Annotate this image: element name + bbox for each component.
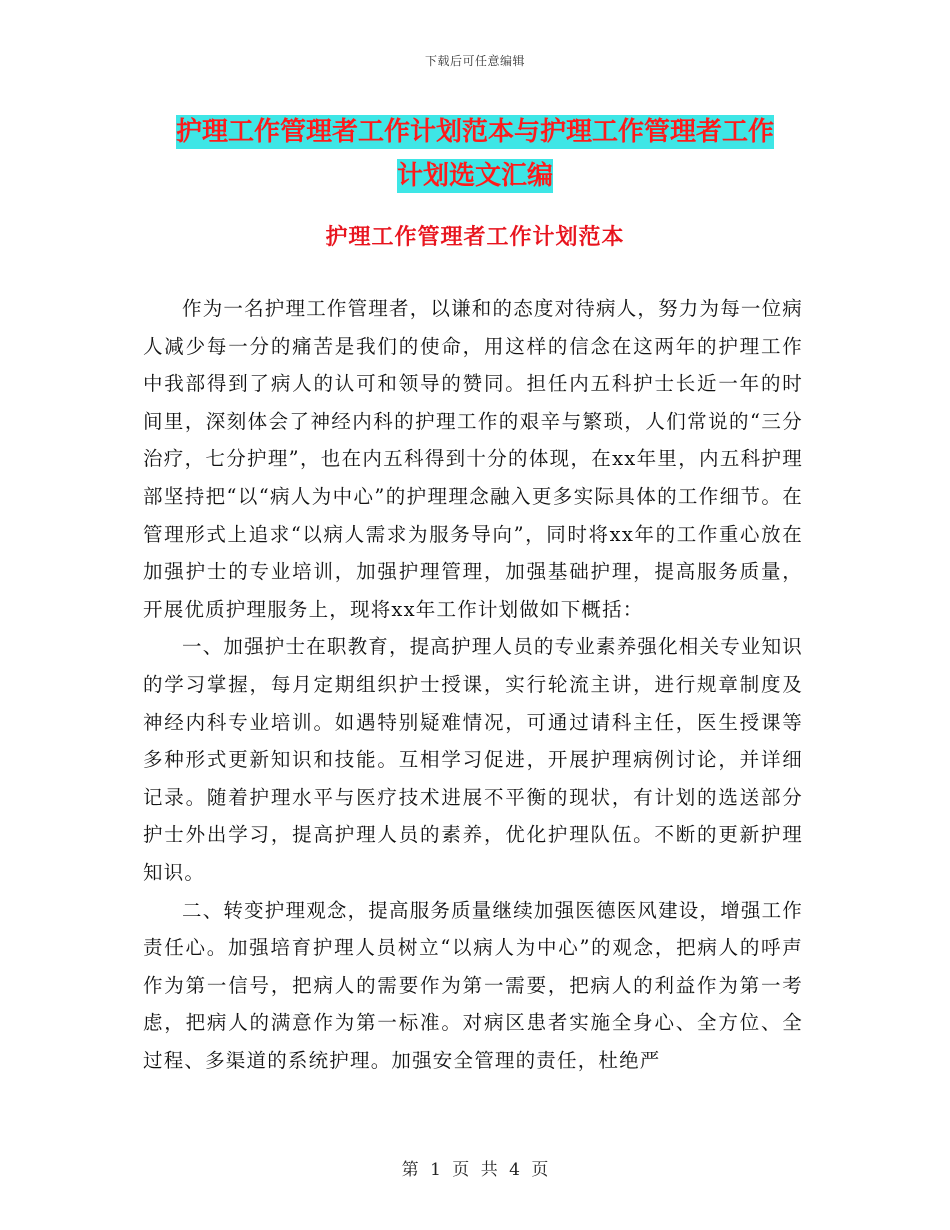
document-title xyxy=(145,110,805,198)
paragraph-item-1: 一、加强护士在职教育，提高护理人员的专业素养强化相关专业知识的学习掌握，每月定期组织护士授课，实行轮流主讲，进行规章制度及神经内科专业培训。如遇特别疑难情况，可通过请科主任，医生授课等多种形式更新知识和技能。互相学习促进，开展护理病例讨论，并详细记录。随着护理水平与医疗技术进展不平衡的现状，有计划的选送部分护士外出学习，提高护理人员的素养，优化护理队伍。不断的更新护理知识。 xyxy=(143,635,804,884)
document-title-line2: 计划选文汇编 xyxy=(396,161,553,191)
paragraph-intro: 作为一名护理工作管理者，以谦和的态度对待病人，努力为每一位病人减少每一分的痛苦是我们的使命，用这样的信念在这两年的护理工作中我部得到了病人的认可和领导的赞同。担任内五科护士长近一年的时间里，深刻体会了神经内科的护理工作的艰辛与繁琐，人们常说的“三分治疗，七分护理”，也在内五科得到十分的体现，在xx年里，内五科护理部坚持把“以“病人为中心”的护理理念融入更多实际具体的工作细节。在管理形式上追求“以病人需求为服务导向”，同时将xx年的工作重心放在加强护士的专业培训，加强护理管理，加强基础护理，提高服务质量，开展优质护理服务上，现将xx年工作计划做如下概括： xyxy=(143,297,804,621)
section-title: 护理工作管理者工作计划范本 xyxy=(325,224,625,250)
document-title-line1: 护理工作管理者工作计划范本与护理工作管理者工作 xyxy=(175,117,774,147)
page-footer: 第 1 页 共 4 页 xyxy=(401,1160,549,1180)
document-body xyxy=(143,290,803,1079)
paragraph-item-2: 二、转变护理观念，提高服务质量继续加强医德医风建设，增强工作责任心。加强培育护理人员树立“以病人为中心”的观念，把病人的呼声作为第一信号，把病人的需要作为第一需要，把病人的利益作为第一考虑，把病人的满意作为第一标准。对病区患者实施全身心、全方位、全过程、多渠道的系统护理。加强安全管理的责任，杜绝严 xyxy=(143,898,804,1072)
page-header-note: 下载后可任意编辑 xyxy=(424,54,525,68)
